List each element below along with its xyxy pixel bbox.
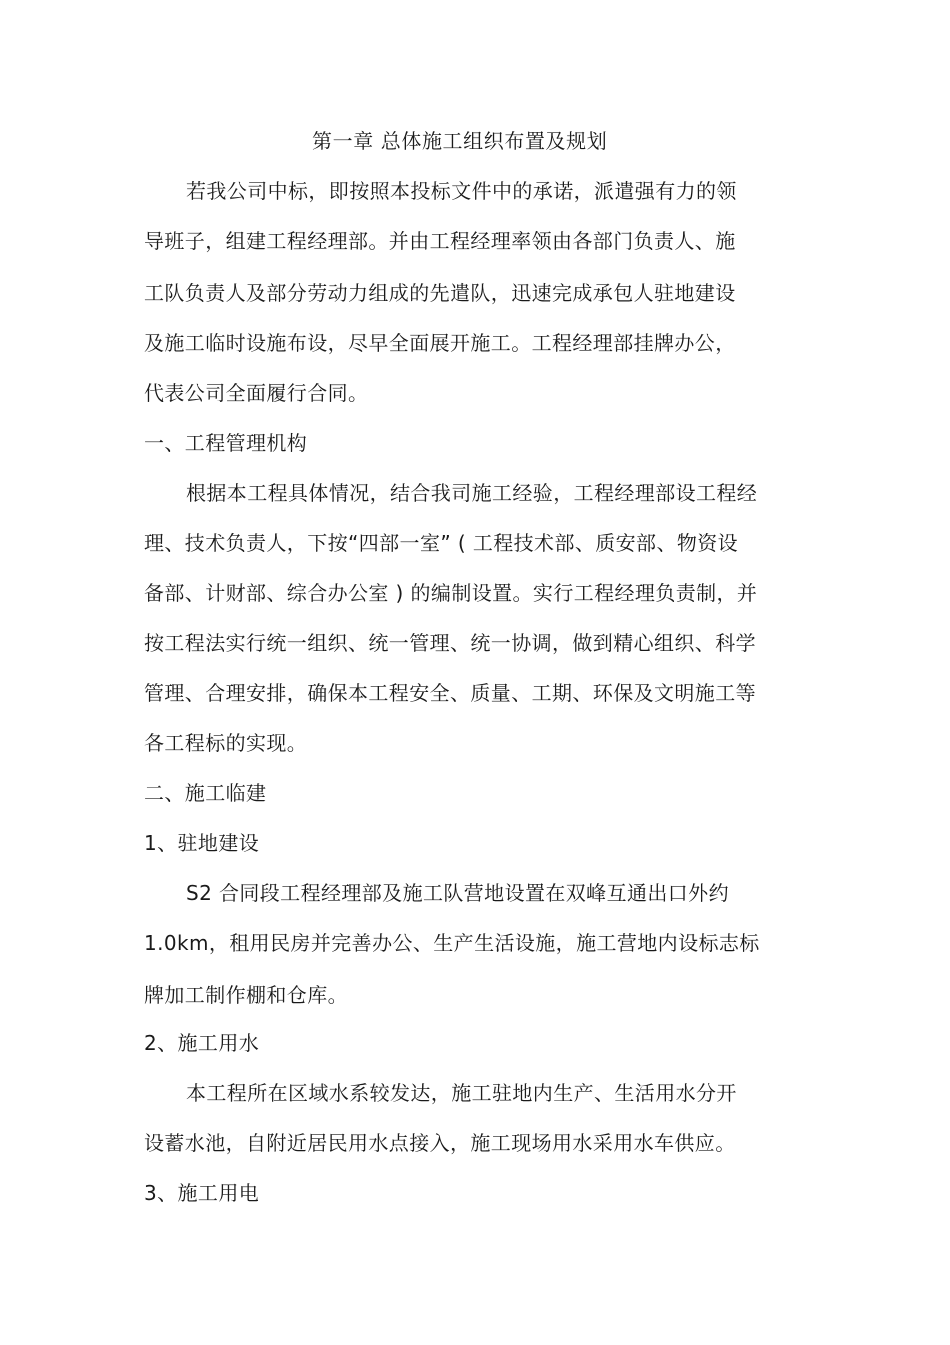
- paragraph-line: 管理、合理安排，确保本工程安全、质量、工期、环保及文明施工等: [144, 681, 756, 705]
- paragraph-line: 若我公司中标，即按照本投标文件中的承诺，派遣强有力的领: [186, 179, 737, 203]
- page-title: 第一章 总体施工组织布置及规划: [312, 129, 608, 153]
- paragraph-line: 各工程标的实现。: [144, 731, 308, 755]
- paragraph-line: 工队负责人及部分劳动力组成的先遣队，迅速完成承包人驻地建设: [144, 281, 736, 305]
- paragraph-line: 本工程所在区域水系较发达，施工驻地内生产、生活用水分开: [186, 1081, 737, 1105]
- section-heading: 二、施工临建: [144, 781, 267, 805]
- paragraph-line: 理、技术负责人，下按“四部一室” ( 工程技术部、质安部、物资设: [144, 531, 739, 555]
- paragraph-line: 备部、计财部、综合办公室 ) 的编制设置。实行工程经理负责制，并: [144, 581, 758, 605]
- paragraph-line: 导班子，组建工程经理部。并由工程经理率领由各部门负责人、施: [144, 229, 736, 253]
- paragraph-line: 根据本工程具体情况，结合我司施工经验，工程经理部设工程经: [186, 481, 758, 505]
- section-heading: 一、工程管理机构: [144, 431, 308, 455]
- paragraph-line: 1.0km，租用民房并完善办公、生产生活设施，施工营地内设标志标: [144, 931, 760, 955]
- subsection-heading: 3、施工用电: [144, 1181, 260, 1205]
- paragraph-line: S2 合同段工程经理部及施工队营地设置在双峰互通出口外约: [186, 881, 729, 905]
- paragraph-line: 代表公司全面履行合同。: [144, 381, 369, 405]
- subsection-heading: 1、驻地建设: [144, 831, 260, 855]
- paragraph-line: 牌加工制作棚和仓库。: [144, 983, 348, 1007]
- paragraph-line: 按工程法实行统一组织、统一管理、统一协调，做到精心组织、科学: [144, 631, 756, 655]
- subsection-heading: 2、施工用水: [144, 1031, 260, 1055]
- paragraph-line: 及施工临时设施布设，尽早全面展开施工。工程经理部挂牌办公，: [144, 331, 736, 355]
- paragraph-line: 设蓄水池，自附近居民用水点接入，施工现场用水采用水车供应。: [144, 1131, 736, 1155]
